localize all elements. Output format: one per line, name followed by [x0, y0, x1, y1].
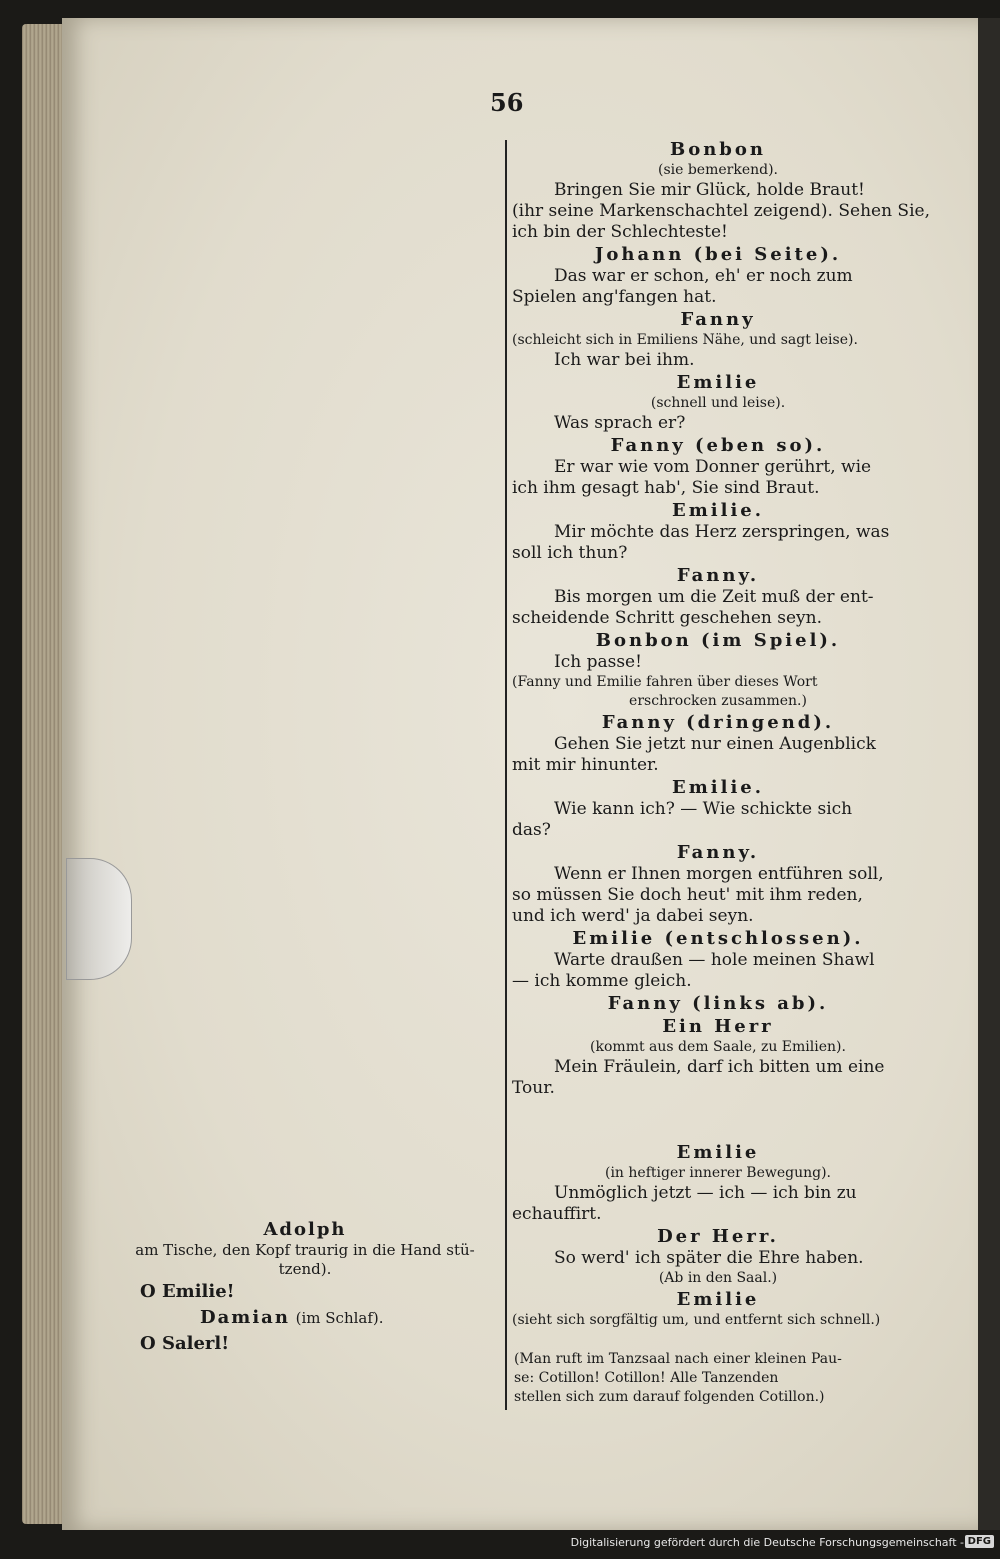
speaker-heading: Emilie. — [672, 777, 764, 798]
stage-direction: am Tische, den Kopf traurig in die Hand stü- — [135, 1241, 475, 1259]
speaker-heading: Emilie. — [672, 500, 764, 521]
speaker-heading: Emilie (entschlossen). — [572, 928, 864, 949]
speaker-heading: Bonbon — [670, 139, 766, 160]
dialogue-line: ich ihm gesagt hab', Sie sind Braut. — [512, 478, 820, 498]
speaker-heading: Fanny (dringend). — [601, 712, 835, 733]
dialogue-line: O Emilie! — [140, 1281, 235, 1302]
dialogue-line: Wenn er Ihnen morgen entführen soll, — [554, 864, 884, 884]
dialogue-line: mit mir hinunter. — [512, 755, 659, 775]
column-rule — [505, 140, 507, 1410]
dialogue-line: Wie kann ich? — Wie schickte sich — [554, 799, 853, 819]
dialogue-line: scheidende Schritt geschehen seyn. — [512, 608, 822, 628]
stage-direction-line: stellen sich zum darauf folgenden Cotillon.) — [514, 1389, 825, 1405]
dialogue-line: Unmöglich jetzt — ich — ich bin zu — [554, 1183, 857, 1203]
speaker-heading: Fanny. — [676, 565, 760, 586]
speaker-heading: Fanny (links ab). — [607, 993, 829, 1014]
stage-direction: (im Schlaf). — [295, 1309, 384, 1327]
dialogue-line: Er war wie vom Donner gerührt, wie — [554, 457, 872, 477]
dialogue-line: — ich komme gleich. — [512, 971, 692, 991]
stage-direction: (kommt aus dem Saale, zu Emilien). — [590, 1039, 846, 1055]
dialogue-line: Warte draußen — hole meinen Shawl — [554, 950, 875, 970]
stage-direction: (schnell und leise). — [650, 395, 786, 411]
speaker-heading: Fanny (eben so). — [610, 435, 826, 456]
dialogue-line: so müssen Sie doch heut' mit ihm reden, — [512, 885, 863, 905]
spacer — [512, 1115, 924, 1125]
speaker-heading: Bonbon (im Spiel). — [595, 630, 841, 651]
dialogue-line: ich bin der Schlechteste! — [512, 222, 728, 242]
dialogue-line: Gehen Sie jetzt nur einen Augenblick — [554, 734, 876, 754]
dialogue-line: das? — [512, 820, 551, 840]
dialogue-line: Das war er schon, eh' er noch zum — [554, 266, 853, 286]
dialogue-line: Tour. — [512, 1078, 555, 1098]
stage-direction: erschrocken zusammen.) — [629, 693, 807, 709]
speaker-heading: Der Herr. — [657, 1226, 779, 1247]
speaker-heading: Ein Herr — [662, 1016, 774, 1037]
dialogue-line: Mein Fräulein, darf ich bitten um eine — [554, 1057, 885, 1077]
stage-direction: (Fanny und Emilie fahren über dieses Wort — [512, 674, 818, 690]
stage-direction-line: (Man ruft im Tanzsaal nach einer kleinen Pau- — [514, 1351, 842, 1367]
dialogue-line: Mir möchte das Herz zerspringen, was — [554, 522, 890, 542]
speaker-name: Damian — [200, 1307, 290, 1328]
speaker-with-direction — [110, 1305, 500, 1331]
dialogue-line: O Salerl! — [140, 1333, 230, 1354]
right-text-column — [512, 138, 930, 1330]
stage-direction: (sieht sich sorgfältig um, und entfernt sich schnell.) — [512, 1312, 881, 1328]
speaker-heading: Fanny. — [676, 842, 760, 863]
speaker-heading: Johann (bei Seite). — [594, 244, 842, 265]
page-number: 56 — [490, 88, 524, 117]
speaker-heading: Emilie — [676, 1142, 760, 1163]
dialogue-line: Ich passe! — [554, 652, 642, 672]
stage-direction-line: se: Cotillon! Cotillon! Alle Tanzenden — [514, 1370, 779, 1386]
dialogue-line: Ich war bei ihm. — [554, 350, 695, 370]
speaker-heading: Emilie — [676, 372, 760, 393]
speaker-name: Adolph — [263, 1219, 347, 1240]
dialogue-line: Bis morgen um die Zeit muß der ent- — [554, 587, 874, 607]
closing-stage-direction — [514, 1350, 926, 1407]
page-gutter-shadow — [978, 18, 1000, 1530]
dfg-logo: DFG — [965, 1535, 994, 1548]
dialogue-line: (ihr seine Markenschachtel zeigend). Sehen Sie, — [512, 201, 930, 221]
dialogue-line: und ich werd' ja dabei seyn. — [512, 906, 754, 926]
page-clip — [66, 858, 132, 980]
speaker-heading: Fanny — [680, 309, 756, 330]
stage-direction: (schleicht sich in Emiliens Nähe, und sagt leise). — [512, 332, 858, 348]
dialogue-line: echauffirt. — [512, 1204, 602, 1224]
dialogue-line: Spielen ang'fangen hat. — [512, 287, 717, 307]
dialogue-line: So werd' ich später die Ehre haben. — [554, 1248, 864, 1268]
dialogue-line: Bringen Sie mir Glück, holde Braut! — [554, 180, 865, 200]
stage-direction: (sie bemerkend). — [657, 162, 779, 178]
dialogue-line: Was sprach er? — [554, 413, 686, 433]
stage-direction: (in heftiger innerer Bewegung). — [604, 1165, 831, 1181]
footer-credit: Digitalisierung gefördert durch die Deutsche Forschungsgemeinschaft - — [570, 1536, 964, 1549]
dialogue-line: soll ich thun? — [512, 543, 628, 563]
speaker-heading: Emilie — [676, 1289, 760, 1310]
stage-direction: tzend). — [278, 1260, 332, 1278]
stage-direction: (Ab in den Saal.) — [658, 1270, 778, 1286]
left-text-column — [110, 1218, 500, 1357]
